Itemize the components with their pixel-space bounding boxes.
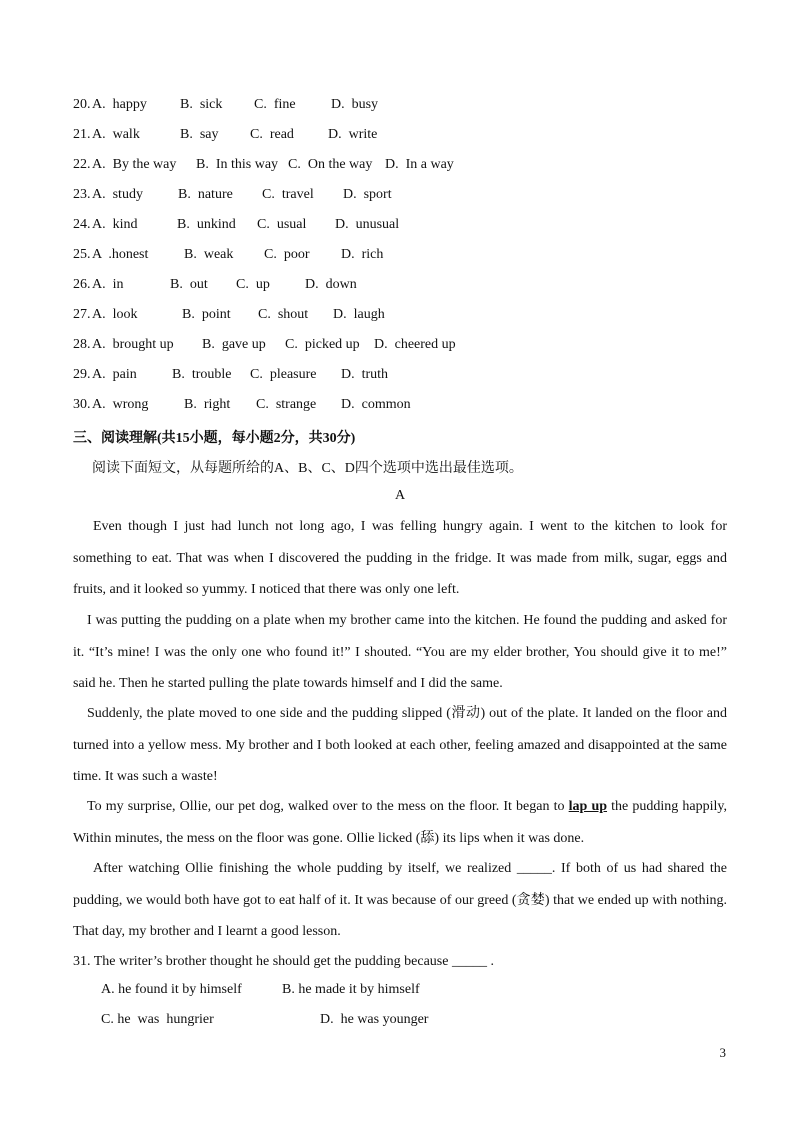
reading-instruction: 阅读下面短文，从每题所给的A、B、C、D四个选项中选出最佳选项。 [92, 461, 523, 476]
cloze-option-b: B. say [180, 127, 219, 142]
question-number: 28. [73, 337, 91, 352]
question-number: 25. [73, 247, 91, 262]
cloze-option-c: C. fine [254, 97, 296, 112]
cloze-option-b: B. trouble [172, 367, 232, 382]
section-title: 三、阅读理解(共15小题，每小题2分，共30分) [73, 431, 356, 446]
question-31-option-a: A. he found it by himself [101, 982, 242, 997]
cloze-option-b: B. gave up [202, 337, 266, 352]
cloze-option-d: D. cheered up [374, 337, 456, 352]
cloze-option-d: D. common [341, 397, 411, 412]
paragraph-4-text-before: To my surprise, Ollie, our pet dog, walked over to the mess on the floor. It began to [87, 799, 569, 814]
question-number: 22. [73, 157, 91, 172]
cloze-option-a: A .honest [92, 247, 149, 262]
cloze-option-a: A. happy [92, 97, 147, 112]
cloze-option-d: D. sport [343, 187, 392, 202]
passage-paragraph-5: After watching Ollie finishing the whole pudding by itself, we realized _____. If both of us had shared the pudding, we would both have got to eat half of it. It was because of our greed (贪婪) that we ended up with nothing. That day, my brother and I learnt a good lesson. [73, 861, 727, 939]
cloze-option-a: A. look [92, 307, 138, 322]
question-number: 23. [73, 187, 91, 202]
cloze-option-a: A. pain [92, 367, 137, 382]
cloze-option-c: C. usual [257, 217, 307, 232]
question-number: 27. [73, 307, 91, 322]
question-31-stem: 31. The writer’s brother thought he should get the pudding because _____ . [73, 954, 494, 969]
question-number: 20. [73, 97, 91, 112]
cloze-option-a: A. in [92, 277, 124, 292]
cloze-option-c: C. picked up [285, 337, 360, 352]
page-number: 3 [719, 1045, 726, 1060]
cloze-option-c: C. shout [258, 307, 309, 322]
cloze-option-a: A. kind [92, 217, 138, 232]
question-number: 29. [73, 367, 91, 382]
cloze-option-c: C. pleasure [250, 367, 317, 382]
question-number: 21. [73, 127, 91, 142]
passage-paragraph-2: I was putting the pudding on a plate when my brother came into the kitchen. He found the pudding and asked for it. “It’s mine! I was the only one who found it!” I shouted. “You are my elder brother, You should give it to me!” said he. Then he started pulling the plate towards himself and I did the same. [73, 613, 727, 691]
question-31-option-b: B. he made it by himself [282, 982, 420, 997]
cloze-option-d: D. laugh [333, 307, 385, 322]
cloze-option-c: C. read [250, 127, 294, 142]
cloze-option-d: D. busy [331, 97, 379, 112]
question-number: 26. [73, 277, 91, 292]
passage-paragraph-1: Even though I just had lunch not long ago, I was felling hungry again. I went to the kitchen to look for something to eat. That was when I discovered the pudding in the fridge. It was made from milk, sugar, eggs and fruits, and it looked so yummy. I noticed that there was only one left. [73, 519, 727, 597]
cloze-option-b: B. sick [180, 97, 223, 112]
passage-label: A [394, 488, 406, 503]
cloze-option-c: C. up [236, 277, 270, 292]
question-number: 24. [73, 217, 91, 232]
underlined-phrase: lap up [568, 799, 608, 814]
cloze-option-c: C. strange [256, 397, 317, 412]
cloze-option-d: D. down [305, 277, 357, 292]
cloze-option-d: D. rich [341, 247, 384, 262]
cloze-option-c: C. On the way [288, 157, 373, 172]
cloze-option-a: A. By the way [92, 157, 177, 172]
cloze-option-b: B. out [170, 277, 208, 292]
cloze-option-d: D. unusual [335, 217, 400, 232]
cloze-option-a: A. study [92, 187, 143, 202]
cloze-option-d: D. write [328, 127, 378, 142]
question-31-option-c: C. he was hungrier [101, 1012, 214, 1027]
cloze-option-b: B. unkind [177, 217, 236, 232]
cloze-option-b: B. nature [178, 187, 233, 202]
cloze-option-c: C. poor [264, 247, 310, 262]
cloze-option-d: D. In a way [385, 157, 454, 172]
cloze-option-a: A. walk [92, 127, 140, 142]
question-31-option-d: D. he was younger [320, 1012, 429, 1027]
cloze-option-a: A. brought up [92, 337, 174, 352]
passage-paragraph-4 [73, 791, 727, 854]
paragraph-4-text-after: the pudding happily, Within minutes, the mess on the floor was gone. Ollie licked (舔) its lips when it was done. [73, 799, 728, 846]
cloze-option-b: B. weak [184, 247, 234, 262]
question-number: 30. [73, 397, 91, 412]
cloze-option-b: B. point [182, 307, 231, 322]
passage-paragraph-3: Suddenly, the plate moved to one side and the pudding slipped (滑动) out of the plate. It landed on the floor and turned into a yellow mess. My brother and I both looked at each other, feeling amazed and disappointed at the same time. It was such a waste! [73, 706, 727, 784]
cloze-option-a: A. wrong [92, 397, 149, 412]
cloze-option-b: B. In this way [196, 157, 279, 172]
cloze-option-d: D. truth [341, 367, 389, 382]
cloze-option-b: B. right [184, 397, 231, 412]
cloze-option-c: C. travel [262, 187, 314, 202]
